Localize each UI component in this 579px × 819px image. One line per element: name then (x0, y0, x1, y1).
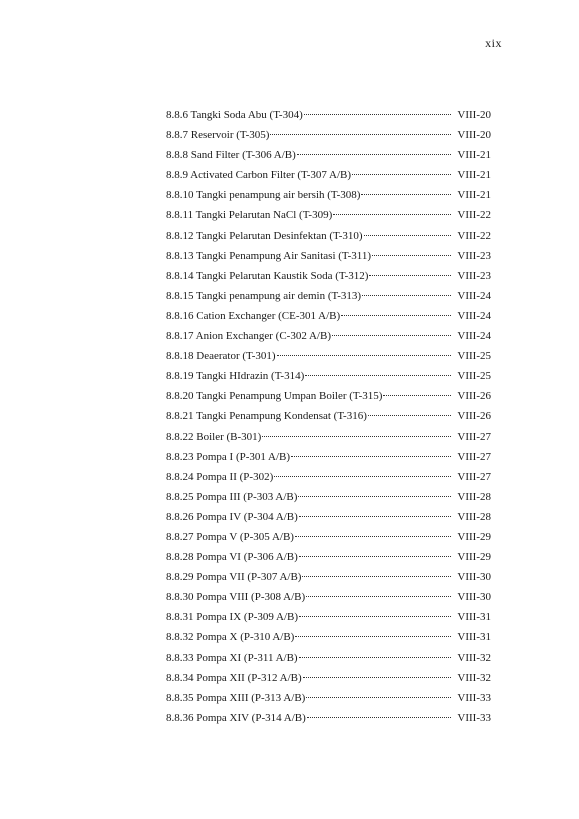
toc-dot-leader (302, 576, 451, 577)
toc-entry-title: 8.8.13 Tangki Penampung Air Sanitasi (T-311) (166, 249, 372, 262)
table-of-contents (166, 109, 491, 732)
toc-entry-page: VIII-25 (457, 370, 491, 383)
page-number: xix (485, 36, 502, 50)
toc-entry[interactable] (166, 290, 491, 310)
toc-entry-page: VIII-21 (457, 189, 491, 202)
toc-dot-leader (291, 456, 451, 457)
toc-entry-title: 8.8.7 Reservoir (T-305) (166, 129, 270, 142)
toc-entry-page: VIII-29 (457, 551, 491, 564)
toc-entry[interactable] (166, 631, 491, 651)
toc-entry-title: 8.8.8 Sand Filter (T-306 A/B) (166, 149, 296, 162)
toc-entry-title: 8.8.23 Pompa I (P-301 A/B) (166, 450, 291, 463)
toc-dot-leader (362, 295, 451, 296)
toc-entry-page: VIII-27 (457, 450, 491, 463)
toc-dot-leader (364, 235, 451, 236)
toc-entry[interactable] (166, 591, 491, 611)
toc-dot-leader (333, 214, 451, 215)
toc-dot-leader (352, 174, 451, 175)
toc-dot-leader (295, 536, 451, 537)
toc-entry[interactable] (166, 169, 491, 189)
toc-dot-leader (298, 496, 451, 497)
toc-entry[interactable] (166, 410, 491, 430)
toc-entry-title: 8.8.10 Tangki penampung air bersih (T-308) (166, 189, 361, 202)
toc-entry[interactable] (166, 672, 491, 692)
toc-entry-page: VIII-30 (457, 571, 491, 584)
toc-entry-title: 8.8.9 Activated Carbon Filter (T-307 A/B) (166, 169, 352, 182)
toc-dot-leader (361, 194, 451, 195)
toc-dot-leader (262, 436, 451, 437)
toc-entry-title: 8.8.36 Pompa XIV (P-314 A/B) (166, 711, 306, 724)
toc-dot-leader (341, 315, 451, 316)
toc-entry-title: 8.8.17 Anion Exchanger (C-302 A/B) (166, 330, 331, 343)
toc-entry-title: 8.8.16 Cation Exchanger (CE-301 A/B) (166, 309, 341, 322)
toc-entry-page: VIII-24 (457, 330, 491, 343)
toc-dot-leader (303, 677, 451, 678)
toc-entry-title: 8.8.28 Pompa VI (P-306 A/B) (166, 551, 298, 564)
toc-entry[interactable] (166, 431, 491, 451)
toc-entry-page: VIII-24 (457, 289, 491, 302)
toc-entry-title: 8.8.29 Pompa VII (P-307 A/B) (166, 571, 302, 584)
toc-dot-leader (274, 476, 451, 477)
toc-entry[interactable] (166, 531, 491, 551)
toc-entry[interactable] (166, 350, 491, 370)
toc-entry-title: 8.8.12 Tangki Pelarutan Desinfektan (T-310) (166, 229, 363, 242)
toc-entry[interactable] (166, 109, 491, 129)
toc-entry-title: 8.8.30 Pompa VIII (P-308 A/B) (166, 591, 306, 604)
toc-entry[interactable] (166, 129, 491, 149)
toc-entry-page: VIII-26 (457, 410, 491, 423)
toc-entry-page: VIII-31 (457, 611, 491, 624)
toc-dot-leader (299, 556, 451, 557)
toc-dot-leader (277, 355, 451, 356)
toc-entry-page: VIII-32 (457, 671, 491, 684)
toc-entry-page: VIII-31 (457, 631, 491, 644)
toc-entry-title: 8.8.27 Pompa V (P-305 A/B) (166, 530, 294, 543)
toc-entry-page: VIII-26 (457, 390, 491, 403)
toc-entry-title: 8.8.31 Pompa IX (P-309 A/B) (166, 611, 298, 624)
toc-entry-page: VIII-22 (457, 209, 491, 222)
toc-entry-page: VIII-25 (457, 350, 491, 363)
toc-entry-title: 8.8.14 Tangki Pelarutan Kaustik Soda (T-312) (166, 269, 369, 282)
toc-entry-page: VIII-21 (457, 169, 491, 182)
toc-entry-page: VIII-28 (457, 490, 491, 503)
toc-entry-page: VIII-21 (457, 149, 491, 162)
toc-entry[interactable] (166, 189, 491, 209)
toc-entry-page: VIII-20 (457, 109, 491, 121)
toc-entry-page: VIII-23 (457, 269, 491, 282)
toc-entry-title: 8.8.6 Tangki Soda Abu (T-304) (166, 109, 303, 121)
toc-entry-page: VIII-22 (457, 229, 491, 242)
toc-entry[interactable] (166, 330, 491, 350)
toc-entry[interactable] (166, 370, 491, 390)
toc-dot-leader (307, 717, 451, 718)
toc-dot-leader (299, 616, 451, 617)
toc-entry[interactable] (166, 250, 491, 270)
toc-dot-leader (306, 596, 451, 597)
toc-dot-leader (295, 636, 451, 637)
toc-entry[interactable] (166, 310, 491, 330)
toc-entry[interactable] (166, 230, 491, 250)
toc-entry[interactable] (166, 149, 491, 169)
toc-entry-title: 8.8.24 Pompa II (P-302) (166, 470, 274, 483)
toc-dot-leader (304, 114, 451, 115)
toc-entry[interactable] (166, 209, 491, 229)
toc-dot-leader (270, 134, 451, 135)
toc-entry[interactable] (166, 491, 491, 511)
toc-dot-leader (299, 516, 451, 517)
toc-entry[interactable] (166, 611, 491, 631)
toc-entry-title: 8.8.34 Pompa XII (P-312 A/B) (166, 671, 302, 684)
toc-dot-leader (383, 395, 451, 396)
toc-entry-title: 8.8.21 Tangki Penampung Kondensat (T-316) (166, 410, 367, 423)
toc-dot-leader (369, 275, 451, 276)
toc-dot-leader (297, 154, 451, 155)
toc-entry-page: VIII-33 (457, 711, 491, 724)
toc-entry-page: VIII-33 (457, 691, 491, 704)
toc-entry-title: 8.8.20 Tangki Penampung Umpan Boiler (T-315) (166, 390, 383, 403)
toc-entry-title: 8.8.22 Boiler (B-301) (166, 430, 262, 443)
toc-dot-leader (368, 415, 451, 416)
toc-entry[interactable] (166, 712, 491, 732)
toc-dot-leader (299, 657, 451, 658)
toc-entry-page: VIII-24 (457, 309, 491, 322)
toc-entry[interactable] (166, 571, 491, 591)
toc-entry-page: VIII-27 (457, 470, 491, 483)
toc-entry[interactable] (166, 692, 491, 712)
toc-entry-title: 8.8.33 Pompa XI (P-311 A/B) (166, 651, 298, 664)
toc-entry[interactable] (166, 451, 491, 471)
toc-entry-page: VIII-30 (457, 591, 491, 604)
toc-entry-title: 8.8.19 Tangki HIdrazin (T-314) (166, 370, 305, 383)
toc-entry-title: 8.8.25 Pompa III (P-303 A/B) (166, 490, 298, 503)
toc-dot-leader (305, 375, 451, 376)
toc-entry-title: 8.8.35 Pompa XIII (P-313 A/B) (166, 691, 306, 704)
toc-entry-page: VIII-28 (457, 510, 491, 523)
toc-entry-title: 8.8.26 Pompa IV (P-304 A/B) (166, 510, 298, 523)
toc-entry-title: 8.8.18 Deaerator (T-301) (166, 350, 276, 363)
toc-entry[interactable] (166, 652, 491, 672)
toc-entry-title: 8.8.32 Pompa X (P-310 A/B) (166, 631, 295, 644)
toc-entry[interactable] (166, 551, 491, 571)
toc-entry[interactable] (166, 471, 491, 491)
toc-dot-leader (372, 255, 451, 256)
toc-dot-leader (332, 335, 451, 336)
toc-entry[interactable] (166, 390, 491, 410)
toc-entry-page: VIII-27 (457, 430, 491, 443)
toc-entry[interactable] (166, 511, 491, 531)
toc-entry-page: VIII-20 (457, 129, 491, 142)
toc-entry-title: 8.8.11 Tangki Pelarutan NaCl (T-309) (166, 209, 333, 222)
toc-entry-page: VIII-29 (457, 530, 491, 543)
toc-dot-leader (306, 697, 451, 698)
toc-entry-page: VIII-23 (457, 249, 491, 262)
toc-entry-page: VIII-32 (457, 651, 491, 664)
toc-entry[interactable] (166, 270, 491, 290)
toc-entry-title: 8.8.15 Tangki penampung air demin (T-313) (166, 289, 362, 302)
